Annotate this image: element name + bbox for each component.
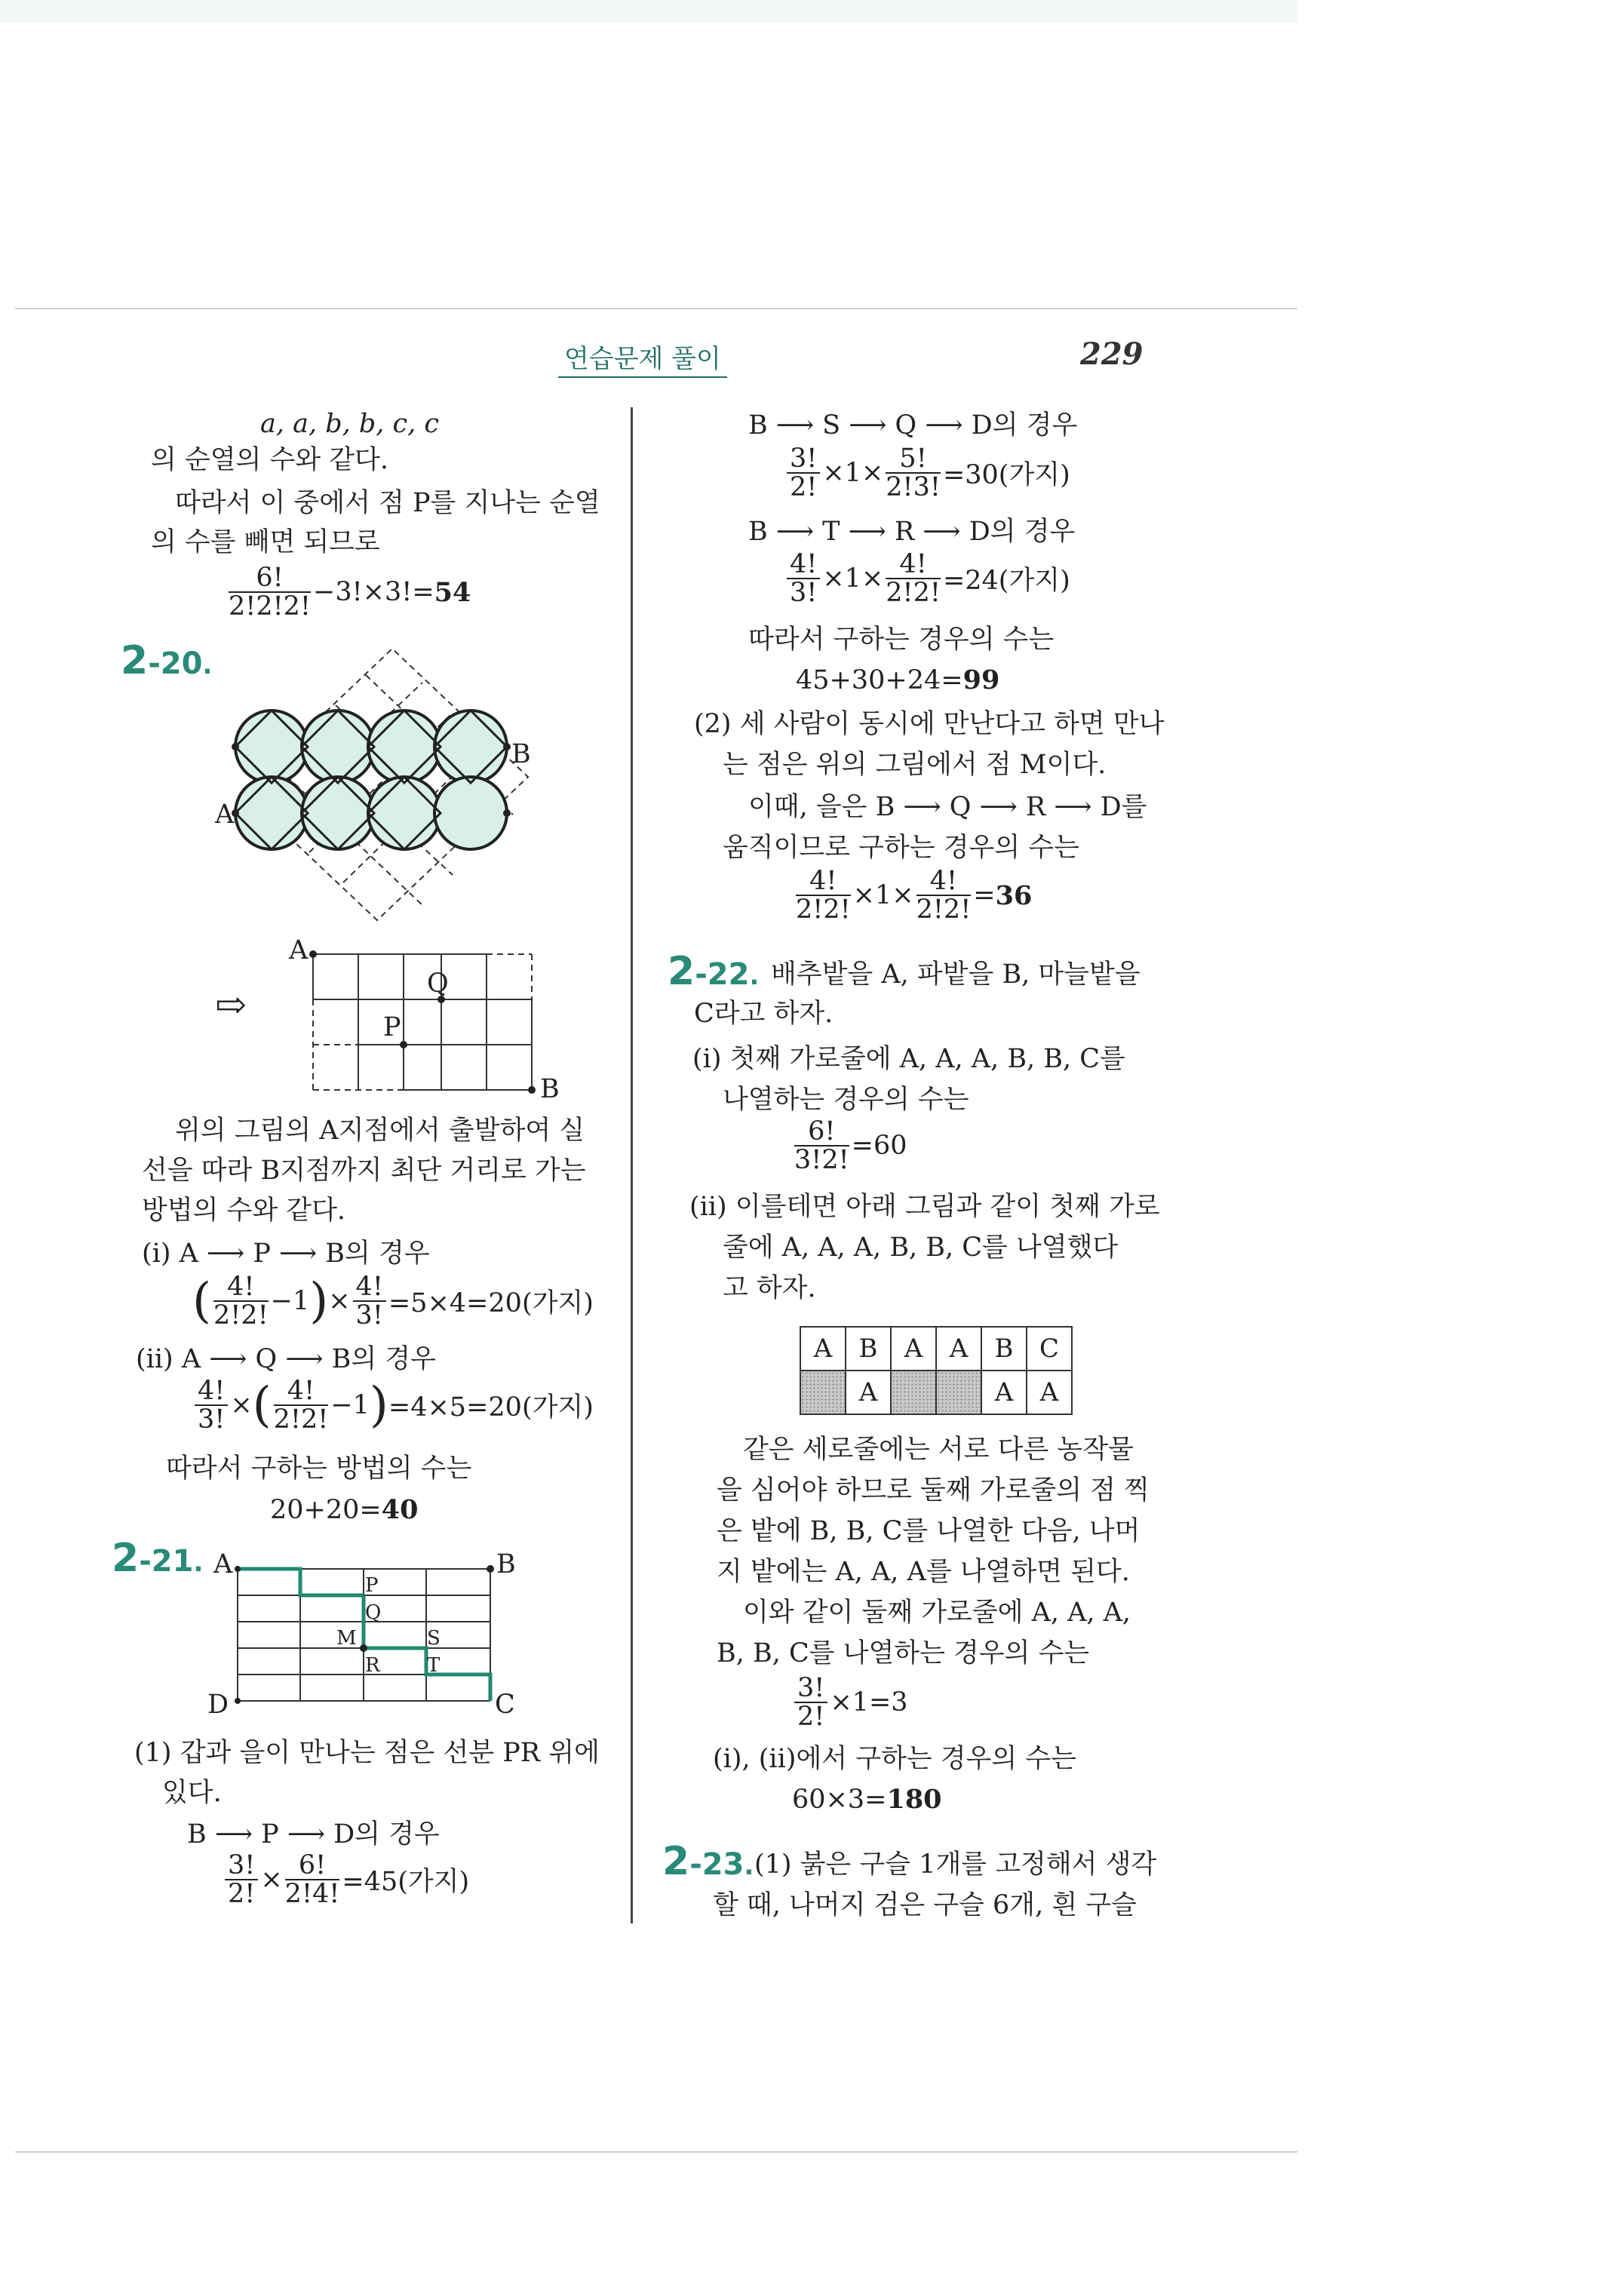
grid21-label-p: P xyxy=(365,1574,379,1597)
table-cell: A xyxy=(981,1371,1027,1414)
grid21-label-c: C xyxy=(495,1690,515,1720)
grid21-label-m: M xyxy=(336,1627,357,1650)
text-line: 의 수를 빼면 되므로 xyxy=(151,527,380,557)
equation-60: $\frac{6!}{3!2!}$ =60 xyxy=(794,1116,907,1175)
result-line: 20+20=40 xyxy=(270,1494,419,1525)
case-line: (i) A ⟶ P ⟶ B의 경우 xyxy=(142,1239,430,1269)
text-line: 지 밭에는 A, A, A를 나열하면 된다. xyxy=(717,1557,1130,1587)
grid21-label-r: R xyxy=(365,1654,380,1677)
text-line: 나열하는 경우의 수는 xyxy=(723,1085,969,1115)
label-b: B xyxy=(511,739,531,769)
text-line: 의 순열의 수와 같다. xyxy=(151,445,388,475)
circles-diagram xyxy=(204,641,536,928)
text-line: 는 점은 위의 그림에서 점 M이다. xyxy=(723,750,1107,780)
grid21-label-a: A xyxy=(213,1549,233,1579)
text-line: 을 심어야 하므로 둘째 가로줄의 점 찍 xyxy=(717,1475,1150,1506)
sequence-line: a, a, b, b, c, c xyxy=(260,409,440,439)
text-line: 따라서 구하는 방법의 수는 xyxy=(166,1453,472,1484)
table-cell-dotted xyxy=(936,1371,981,1414)
table-cell: A xyxy=(1027,1371,1072,1414)
grid-label-b: B xyxy=(540,1074,560,1104)
table-cell-dotted xyxy=(800,1371,846,1414)
scan-top-shade xyxy=(0,0,1297,23)
problem-number-2-21: 2-21. xyxy=(112,1536,204,1581)
text-line: 따라서 구하는 경우의 수는 xyxy=(748,625,1055,655)
grid-label-p: P xyxy=(383,1012,401,1042)
text-line: (1) 갑과 을이 만나는 점은 선분 PR 위에 xyxy=(134,1738,600,1768)
case-line: B ⟶ S ⟶ Q ⟶ D의 경우 xyxy=(748,410,1078,440)
text-line: 따라서 이 중에서 점 P를 지나는 순열 xyxy=(175,488,600,518)
problem-number-2-23: 2-23. xyxy=(662,1839,754,1884)
case-line: B ⟶ T ⟶ R ⟶ D의 경우 xyxy=(748,517,1076,547)
page-header-title: 연습문제 풀이 xyxy=(558,338,727,378)
case-line: (ii) A ⟶ Q ⟶ B의 경우 xyxy=(136,1344,436,1374)
table-cell: B xyxy=(981,1327,1027,1371)
text-line: 은 밭에 B, B, C를 나열한 다음, 나머 xyxy=(717,1516,1140,1546)
text-line: 방법의 수와 같다. xyxy=(142,1196,346,1226)
grid21-label-s: S xyxy=(427,1627,441,1650)
grid21-label-q: Q xyxy=(365,1601,382,1624)
case-line: B ⟶ P ⟶ D의 경우 xyxy=(187,1819,440,1849)
text-line: (2) 세 사람이 동시에 만난다고 하면 만나 xyxy=(694,709,1165,739)
page-number: 229 xyxy=(1080,336,1144,372)
table-cell-dotted xyxy=(891,1371,936,1414)
bottom-rule xyxy=(15,2151,1297,2153)
equation-24: $\frac{4!}{3!}$ ×1× $\frac{4!}{2!2!}$ =24(가지) xyxy=(784,551,1070,606)
equation-case-2: $\frac{4!}{3!}$ × ( $\frac{4!}{2!2!}$ −1 ) =4×5=20(가지) xyxy=(192,1377,594,1433)
text-line: 줄에 A, A, A, B, B, C를 나열했다 xyxy=(723,1232,1119,1263)
equation-3: $\frac{3!}{2!}$ ×1=3 xyxy=(792,1674,908,1730)
text-line: 같은 세로줄에는 서로 다른 농작물 xyxy=(743,1435,1134,1465)
arrow-icon: ⇨ xyxy=(215,983,247,1027)
equation-45: $\frac{3!}{2!}$ × $\frac{6!}{2!4!}$ =45(가지) xyxy=(223,1852,469,1908)
table-cell: A xyxy=(846,1371,891,1414)
table-cell: A xyxy=(936,1327,981,1371)
text-line: (i), (ii)에서 구하는 경우의 수는 xyxy=(713,1744,1076,1774)
result-line: 45+30+24=99 xyxy=(796,665,1000,695)
text-line: (ii) 이를테면 아래 그림과 같이 첫째 가로 xyxy=(689,1192,1160,1222)
text-line: B, B, C를 나열하는 경우의 수는 xyxy=(717,1638,1090,1668)
grid21-label-b: B xyxy=(496,1549,516,1579)
field-table xyxy=(800,1326,1073,1415)
grid21-label-d: D xyxy=(207,1690,229,1720)
text-line: 움직이므로 구하는 경우의 수는 xyxy=(723,833,1079,863)
table-row xyxy=(800,1327,1072,1371)
top-rule xyxy=(15,308,1297,309)
text-line: 이와 같이 둘째 가로줄에 A, A, A, xyxy=(743,1598,1131,1628)
label-a: A xyxy=(215,800,235,830)
table-cell: B xyxy=(846,1327,891,1371)
text-line: 있다. xyxy=(162,1778,222,1808)
equation-54: $\frac{6!}{2!2!2!}$ −3!×3!= 54 xyxy=(229,563,471,622)
text-line: 선을 따라 B지점까지 최단 거리로 가는 xyxy=(142,1156,586,1186)
text-line: 위의 그림의 A지점에서 출발하여 실 xyxy=(175,1116,585,1146)
result-line: 60×3=180 xyxy=(792,1784,942,1815)
text-line: (i) 첫째 가로줄에 A, A, A, B, B, C를 xyxy=(692,1044,1125,1074)
table-cell: C xyxy=(1027,1327,1072,1371)
grid-label-a: A xyxy=(289,935,309,965)
text-line: 할 때, 나머지 검은 구슬 6개, 흰 구슬 xyxy=(713,1890,1137,1920)
text-line: 배추밭을 A, 파밭을 B, 마늘밭을 xyxy=(771,959,1140,990)
equation-36: $\frac{4!}{2!2!}$ ×1× $\frac{4!}{2!2!}$ = 36 xyxy=(796,866,1033,925)
text-line: C라고 하자. xyxy=(694,999,833,1029)
grid-label-q: Q xyxy=(427,968,449,999)
text-line: (1) 붉은 구슬 1개를 고정해서 생각 xyxy=(754,1849,1157,1880)
table-cell: A xyxy=(800,1327,846,1371)
problem-number-2-22: 2-22. xyxy=(668,949,760,994)
grid21-label-t: T xyxy=(427,1654,441,1677)
equation-30: $\frac{3!}{2!}$ ×1× $\frac{5!}{2!3!}$ =30(가지) xyxy=(784,445,1070,501)
table-cell: A xyxy=(891,1327,936,1371)
text-line: 고 하자. xyxy=(723,1273,816,1303)
table-row xyxy=(800,1371,1072,1414)
problem-number-2-20: 2-20. xyxy=(121,638,213,683)
text-line: 이때, 을은 B ⟶ Q ⟶ R ⟶ D를 xyxy=(748,792,1147,822)
column-divider xyxy=(631,407,633,1923)
equation-case-1: ( $\frac{4!}{2!2!}$ −1 ) × $\frac{4!}{3!}$ =5×4=20(가지) xyxy=(192,1272,594,1331)
